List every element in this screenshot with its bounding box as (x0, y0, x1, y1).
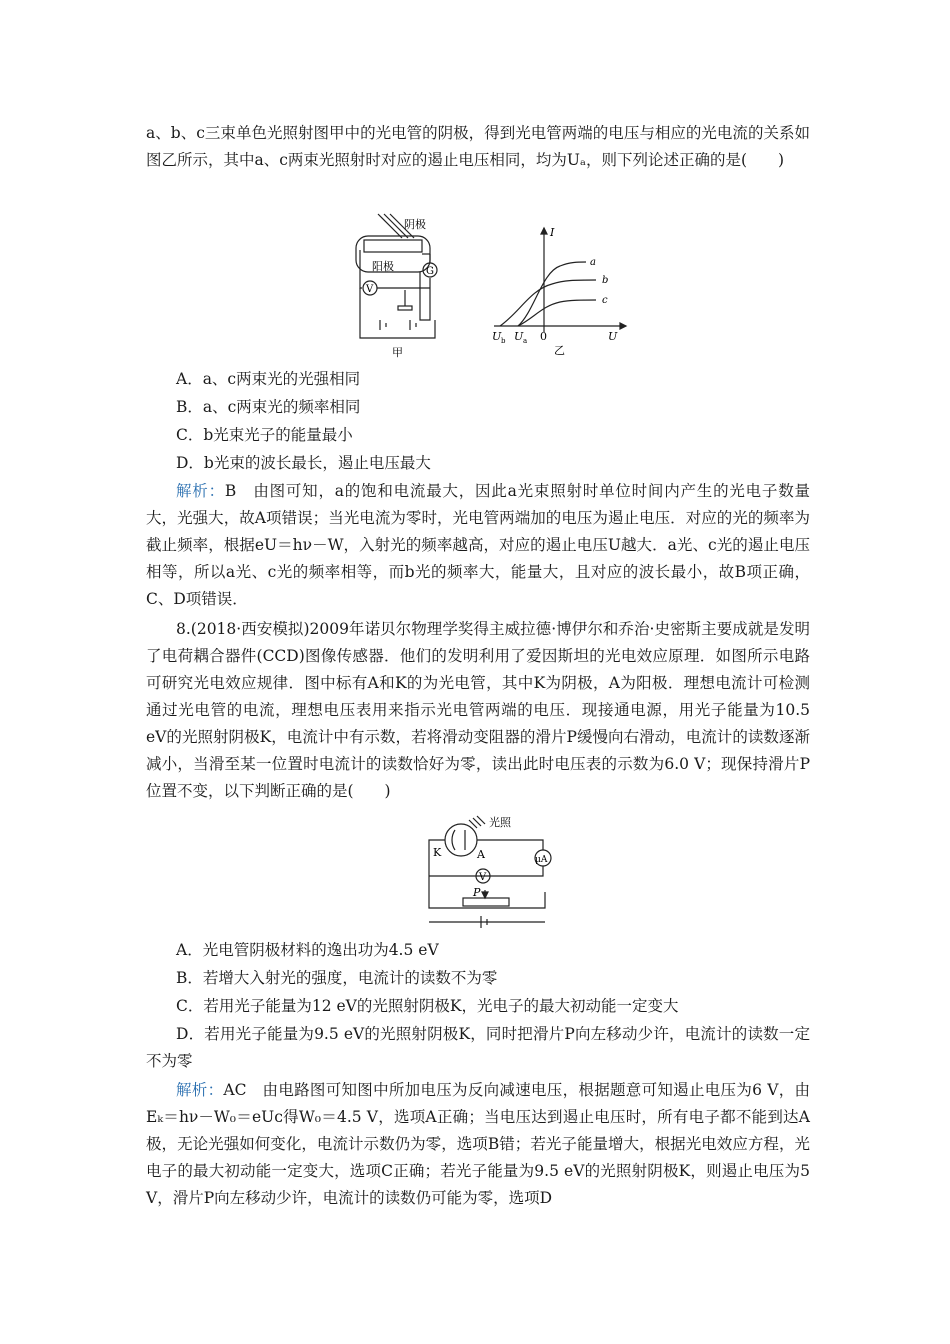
slider-p-label: P (473, 886, 481, 899)
curve-b (500, 280, 596, 326)
q7-option-a: A．a、c两束光的光强相同 (176, 370, 361, 388)
q8-analysis-text: AC 由电路图可知图中所加电压为反向减速电压，根据题意可知遏止电压为6 V，由Eₖ＝hν－W₀＝eUᴄ得W₀＝4.5 V，选项A正确；当电压达到遏止电压时，所有电子都不能到达A极，无论光强如何变化，电流计示数仍为零，选项B错；若光子能量增大，根据光电效应方程，光电子的最大初动能一定变大，选项C正确；若光子能量为9.5 eV的光照射阴极K，则遏止电压为5 V，滑片P向左移动少许，电流计的读数仍可能为零，选项D (146, 1081, 810, 1207)
q7-analysis-text: B 由图可知，a的饱和电流最大，因此a光束照射时单位时间内产生的光电子数量大，光强大，故A项错误；当光电流为零时，光电管两端加的电压为遏止电压．对应的光的频率为截止频率，根据eU＝hν－W，入射光的频率越高，对应的遏止电压U越大．a光、c光的遏止电压相等，所以a光、c光的频率相等，而b光的频率大，能量大，且对应的波长最小，故B项正确，C、D项错误． (146, 482, 810, 608)
q8-option-a: A．光电管阴极材料的逸出功为4.5 eV (176, 941, 439, 959)
q8-stem: 8.(2018·西安模拟)2009年诺贝尔物理学奖得主威拉德·博伊尔和乔治·史密斯主要成就是发明了电荷耦合器件(CCD)图像传感器．他们的发明利用了爱因斯坦的光电效应原理．如图所示电路可研究光电效应规律．图中标有A和K的为光电管，其中K为阴极，A为阳极．理想电流计可检测通过光电管的电流，理想电压表用来指示光电管两端的电压．现接通电源，用光子能量为10.5 eV的光照射阴极K，电流计中有示数，若将滑动变阻器的滑片P缓慢向右滑动，电流计的读数逐渐减小，当滑至某一位置时电流计的读数恰好为零，读出此时电压表的示数为6.0 V；现保持滑片P位置不变，以下判断正确的是( ) (146, 620, 810, 800)
q7-analysis-label: 解析： (176, 482, 225, 500)
q8-option-b: B．若增大入射光的强度，电流计的读数不为零 (176, 969, 498, 987)
ua-subscript: a (523, 337, 528, 345)
ub-label: U (492, 330, 502, 343)
q8-option-c: C．若用光子能量为12 eV的光照射阴极K，光电子的最大初动能一定变大 (176, 997, 679, 1015)
origin-label: 0 (540, 330, 547, 343)
curve-a (518, 262, 586, 326)
q8-analysis (146, 1077, 810, 1212)
ub-subscript: b (501, 337, 506, 345)
q7-option-c: C．b光束光子的能量最小 (176, 426, 353, 444)
q7-option-b: B．a、c两束光的频率相同 (176, 398, 361, 416)
a-label: A (477, 848, 485, 861)
figure-jia-caption: 甲 (392, 346, 403, 359)
q8-analysis-label: 解析： (176, 1081, 224, 1099)
ua-label: U (514, 330, 524, 343)
galvanometer-label: G (426, 266, 434, 277)
anode-label: 阳极 (372, 260, 394, 273)
x-axis-label: U (608, 330, 618, 343)
curve-c-label: c (602, 295, 608, 306)
figure-jia-circuit (350, 210, 450, 360)
q8-option-d: D．若用光子能量为9.5 eV的光照射阴极K，同时把滑片P向左移动少许，电流计的读数一定不为零 (146, 1025, 810, 1070)
light-label: 光照 (489, 816, 511, 829)
voltmeter-label: V (479, 872, 487, 883)
curve-b-label: b (602, 275, 609, 286)
figure-yi-caption: 乙 (554, 344, 565, 357)
voltmeter-label: V (366, 284, 374, 295)
q7-stem: a、b、c三束单色光照射图甲中的光电管的阴极，得到光电管两端的电压与相应的光电流的关系如图乙所示，其中a、c两束光照射时对应的遏止电压相同，均为Uₐ，则下列论述正确的是( ) (146, 124, 810, 169)
q8-circuit-figure (425, 812, 555, 930)
q7-option-d: D．b光束的波长最长，遏止电压最大 (176, 454, 431, 472)
figure-yi-graph (490, 222, 630, 358)
q7-analysis (146, 478, 810, 613)
curve-a-label: a (590, 257, 596, 268)
y-axis-label: I (550, 226, 555, 239)
curve-c (518, 300, 596, 326)
microammeter-label: μA (535, 855, 548, 865)
k-label: K (433, 846, 442, 859)
cathode-label: 阴极 (404, 218, 426, 231)
